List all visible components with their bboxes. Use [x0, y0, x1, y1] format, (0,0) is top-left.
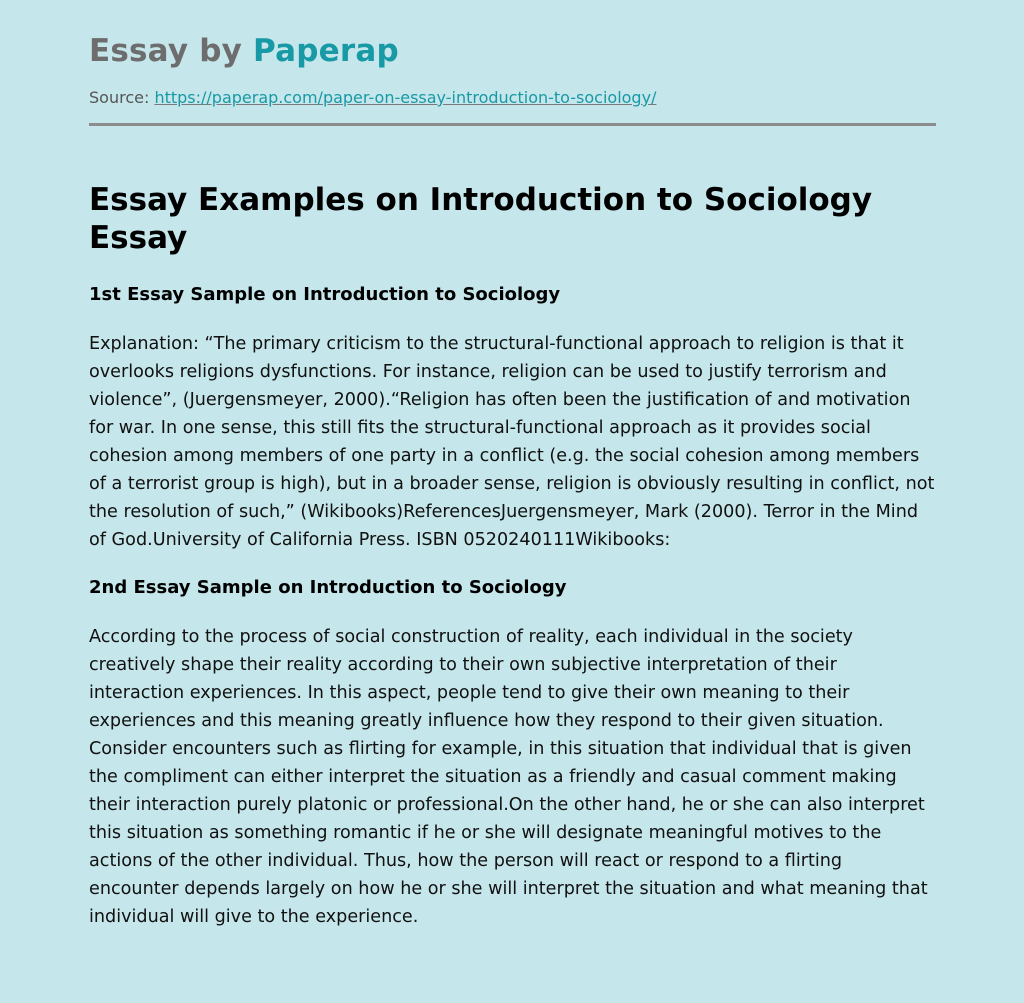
site-brand[interactable] [89, 31, 937, 71]
brand-prefix: Essay by [89, 33, 254, 69]
section-body-1: Explanation: “The primary criticism to the structural-functional approach to religion is that it overlooks religions dysfunctions. For instance, religion can be used to justify terrorism and violence”, (Juergensmeyer, 2000).“Religion has often been the justification of and motivation for war. In one sense, this still fits the structural-functional approach as it provides social cohesion among members of one party in a conflict (e.g. the social cohesion among members of a terrorist group is high), but in a broader sense, religion is obviously resulting in conflict, not the resolution of such,” (Wikibooks)ReferencesJuergensmeyer, Mark (2000). Terror in the Mind of God.University of California Press. ISBN 0520240111Wikibooks: [89, 334, 935, 550]
header-divider [89, 123, 936, 126]
brand-name: Paperap [253, 33, 399, 69]
page-content [89, 0, 937, 931]
source-line [89, 87, 937, 109]
section-body-2: According to the process of social construction of reality, each individual in the society creatively shape their reality according to their own subjective interpretation of their interaction experiences. In this aspect, people tend to give their own meaning to their experiences and this meaning greatly influence how they respond to their given situation. Consider encounters such as flirting for example, in this situation that individual that is given the compliment can either interpret the situation as a friendly and casual comment making their interaction purely platonic or professional.On the other hand, he or she can also interpret this situation as something romantic if he or she will designate meaningful motives to the actions of the other individual. Thus, how the person will react or respond to a flirting encounter depends largely on how he or she will interpret the situation and what meaning that individual will give to the experience. [89, 627, 928, 927]
article-title: Essay Examples on Introduction to Sociology Essay [89, 182, 873, 256]
section-heading-2: 2nd Essay Sample on Introduction to Sociology [89, 577, 567, 598]
section-heading-1: 1st Essay Sample on Introduction to Sociology [89, 284, 561, 305]
source-label: Source: [89, 88, 150, 107]
source-link[interactable]: https://paperap.com/paper-on-essay-introduction-to-sociology/ [154, 88, 657, 107]
